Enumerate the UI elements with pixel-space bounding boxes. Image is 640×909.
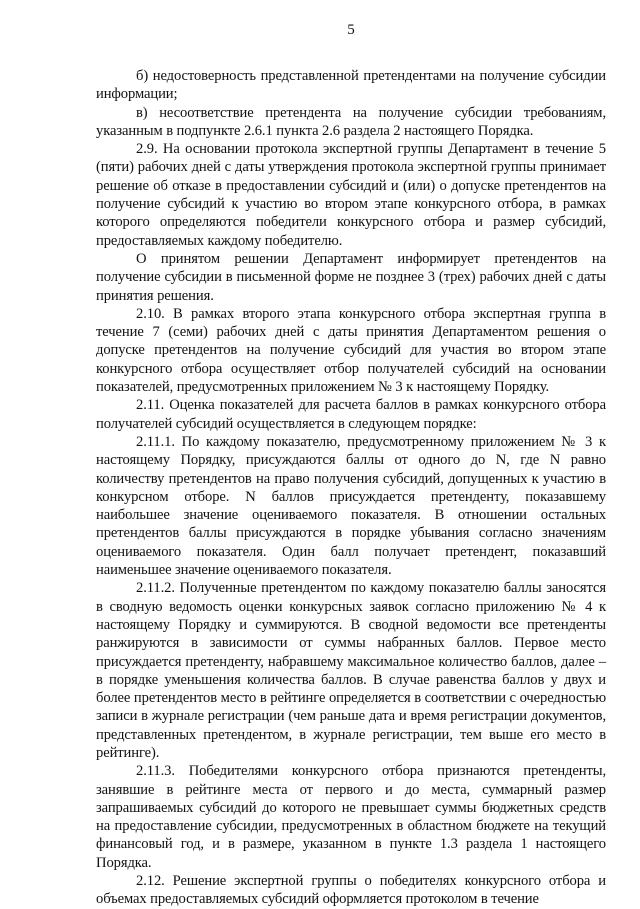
paragraph-2-12: 2.12. Решение экспертной группы о победителях конкурсного отбора и объемах предоставляемых субсидий оформляется протоколом в течение	[96, 873, 606, 908]
paragraph-2-11-1: 2.11.1. По каждому показателю, предусмотренному приложением № 3 к настоящему Порядку, присуждаются баллы от одного до N, где N равно количеству претендентов на право получения субсидий, допущенных к участию в конкурсном отборе. N баллов присуждается претенденту, показавшему наибольшее значение оцениваемого показателя. В отношении остальных претендентов баллы присуждаются в порядке убывания согласно значениям оцениваемого показателя. Один балл получает претендент, показавший наименьшее значение оцениваемого показателя.	[96, 433, 606, 579]
paragraph-v: в) несоответствие претендента на получение субсидии требованиям, указанным в подпункте 2.6.1 пункта 2.6 раздела 2 настоящего Порядка.	[96, 104, 606, 139]
paragraph-2-9: 2.9. На основании протокола экспертной группы Департамент в течение 5 (пяти) рабочих дней с даты утверждения протокола экспертной группы принимает решение об отказе в предоставлении субсидий и (или) о допуске претендентов на получение субсидий к участию во втором этапе конкурсного отбора, в рамках которого определяются победители конкурсного отбора и размер субсидий, предоставляемых каждому победителю.	[96, 141, 606, 249]
paragraph-2-11: 2.11. Оценка показателей для расчета баллов в рамках конкурсного отбора получателей субсидий осуществляется в следующем порядке:	[96, 397, 606, 432]
paragraph-2-11-2: 2.11.2. Полученные претендентом по каждому показателю баллы заносятся в сводную ведомость оценки конкурсных заявок согласно приложению № 4 к настоящему Порядку и суммируются. В сводной ведомости все претенденты ранжируются в зависимости от суммы набранных баллов. Первое место присуждается претенденту, набравшему максимальное количество баллов, далее – в порядке уменьшения количества баллов. В случае равенства баллов у двух и более претендентов место в рейтинге определяется в соответствии с очередностью записи в журнале регистрации (чем раньше дата и время регистрации документов, представленных претендентом, в журнале регистрации, тем выше его место в рейтинге).	[96, 580, 606, 761]
paragraph-2-10: 2.10. В рамках второго этапа конкурсного отбора экспертная группа в течение 7 (семи) рабочих дней с даты принятия Департаментом решения о допуске претендентов на получение субсидий для участия во втором этапе конкурсного отбора осуществляет отбор получателей субсидий на основании показателей, предусмотренных приложением № 3 к настоящему Порядку.	[96, 305, 606, 396]
paragraph-b: б) недостоверность представленной претендентами на получение субсидии информации;	[96, 68, 606, 103]
paragraph-decision-notice: О принятом решении Департамент информирует претендентов на получение субсидии в письменной форме не позднее 3 (трех) рабочих дней с даты принятия решения.	[96, 250, 606, 304]
page-number: 5	[347, 22, 355, 38]
paragraph-2-11-3: 2.11.3. Победителями конкурсного отбора признаются претенденты, занявшие в рейтинге места от первого и до места, суммарный размер запрашиваемых субсидий до которого не превышает суммы бюджетных средств на предоставление субсидии, предусмотренных в областном бюджете на текущий финансовый год, и в размере, указанном в пункте 1.3 раздела 1 настоящего Порядка.	[96, 763, 606, 871]
